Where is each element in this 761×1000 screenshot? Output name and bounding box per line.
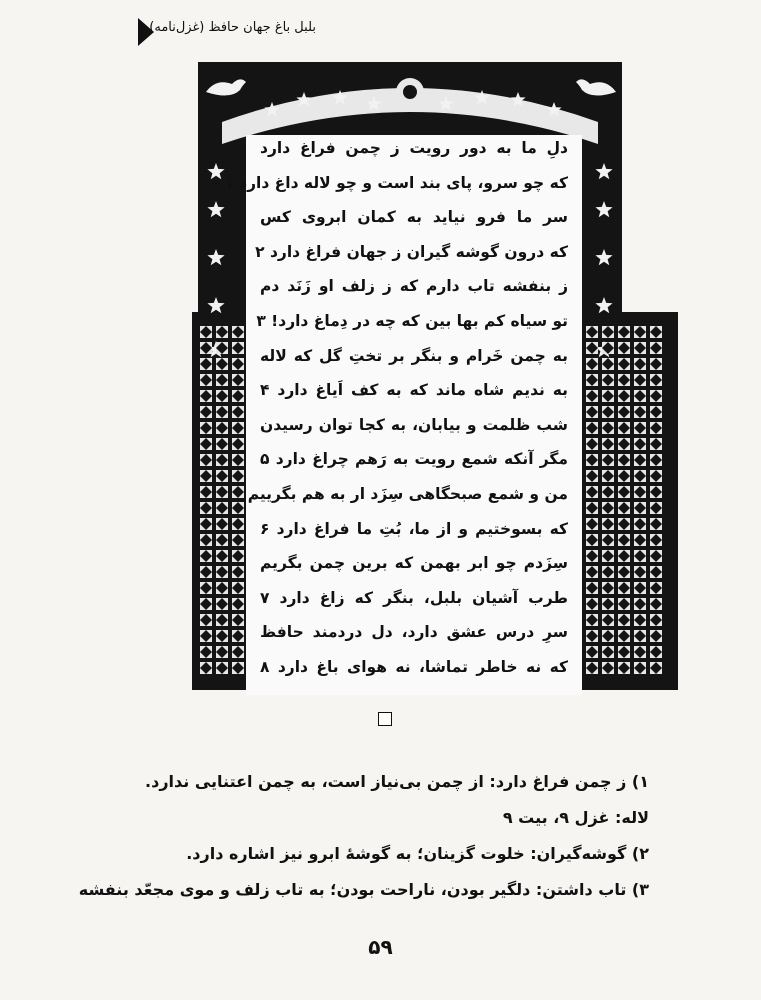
poem-line: طرب آشیان بلبل، بنگر که زاغ دارد ۷ [260, 588, 568, 607]
poem-line: ز بنفشه تاب دارم که ز زلف او زَنَد دم [260, 277, 568, 296]
poem-line: که بسوختیم و از ما، بُتِ ما فراغ دارد ۶ [260, 519, 568, 538]
poem-line: تو سیاه کم بها بین که چه در دِماغ دارد! ۳ [256, 312, 568, 330]
footnote-line: ۱) ز چمن فراغ دارد: از چمن بی‌نیاز است، به چمن اعتنایی ندارد. [145, 772, 649, 791]
poem-line: سرِ درس عشق دارد، دل دردمند حافظ [260, 623, 568, 642]
poem-line: سر ما فرو نیاید به کمان ابروی کس [260, 208, 568, 227]
poem-line: به چمن خَرام و بنگر بر تختِ گل که لاله [260, 346, 568, 365]
poem-line: دلِ ما به دور رویت ز چمن فراغ دارد [260, 139, 568, 157]
poem-line: که چو سرو، پای بند است و چو لاله داغ دارد ۱ [224, 173, 568, 192]
footnote-line: ۳) تاب داشتن: دلگیر بودن، ناراحت بودن؛ به تاب زلف و موی مجعّد بنفشه [78, 880, 649, 899]
footnote-line: لاله: غزل ۹، بیت ۹ [502, 808, 649, 827]
footnote-line: ۲) گوشه‌گیران: خلوت گزینان؛ به گوشهٔ ابرو نیز اشاره دارد. [186, 844, 649, 863]
poem-line: که نه خاطر تماشا، نه هوای باغ دارد ۸ [260, 658, 568, 676]
poem-line: من و شمع صبحگاهی سِزَد ار به هم بگرییم [247, 485, 568, 503]
page-number: ۵۹ [368, 935, 393, 959]
poem-line: به ندیم شاه ماند که به کف اَیاغ دارد ۴ [260, 381, 568, 400]
triangle-marker-icon [138, 18, 154, 46]
separator-box-icon [378, 712, 392, 726]
poem-line: مگر آنکه شمع رویت به رَهم چراغ دارد ۵ [260, 450, 568, 469]
running-title: بلبل باغ جهان حافظ (غزل‌نامه) [149, 20, 316, 35]
poem-line: سِزَدم چو ابر بهمن که برین چمن بگریم [260, 554, 568, 573]
medallion-core [403, 85, 417, 99]
poem-panel [224, 135, 582, 695]
poem-line: شب ظلمت و بیابان، به کجا توان رسیدن [260, 415, 568, 434]
poem-line: که درون گوشه گیران ز جهان فراغ دارد ۲ [255, 242, 568, 261]
